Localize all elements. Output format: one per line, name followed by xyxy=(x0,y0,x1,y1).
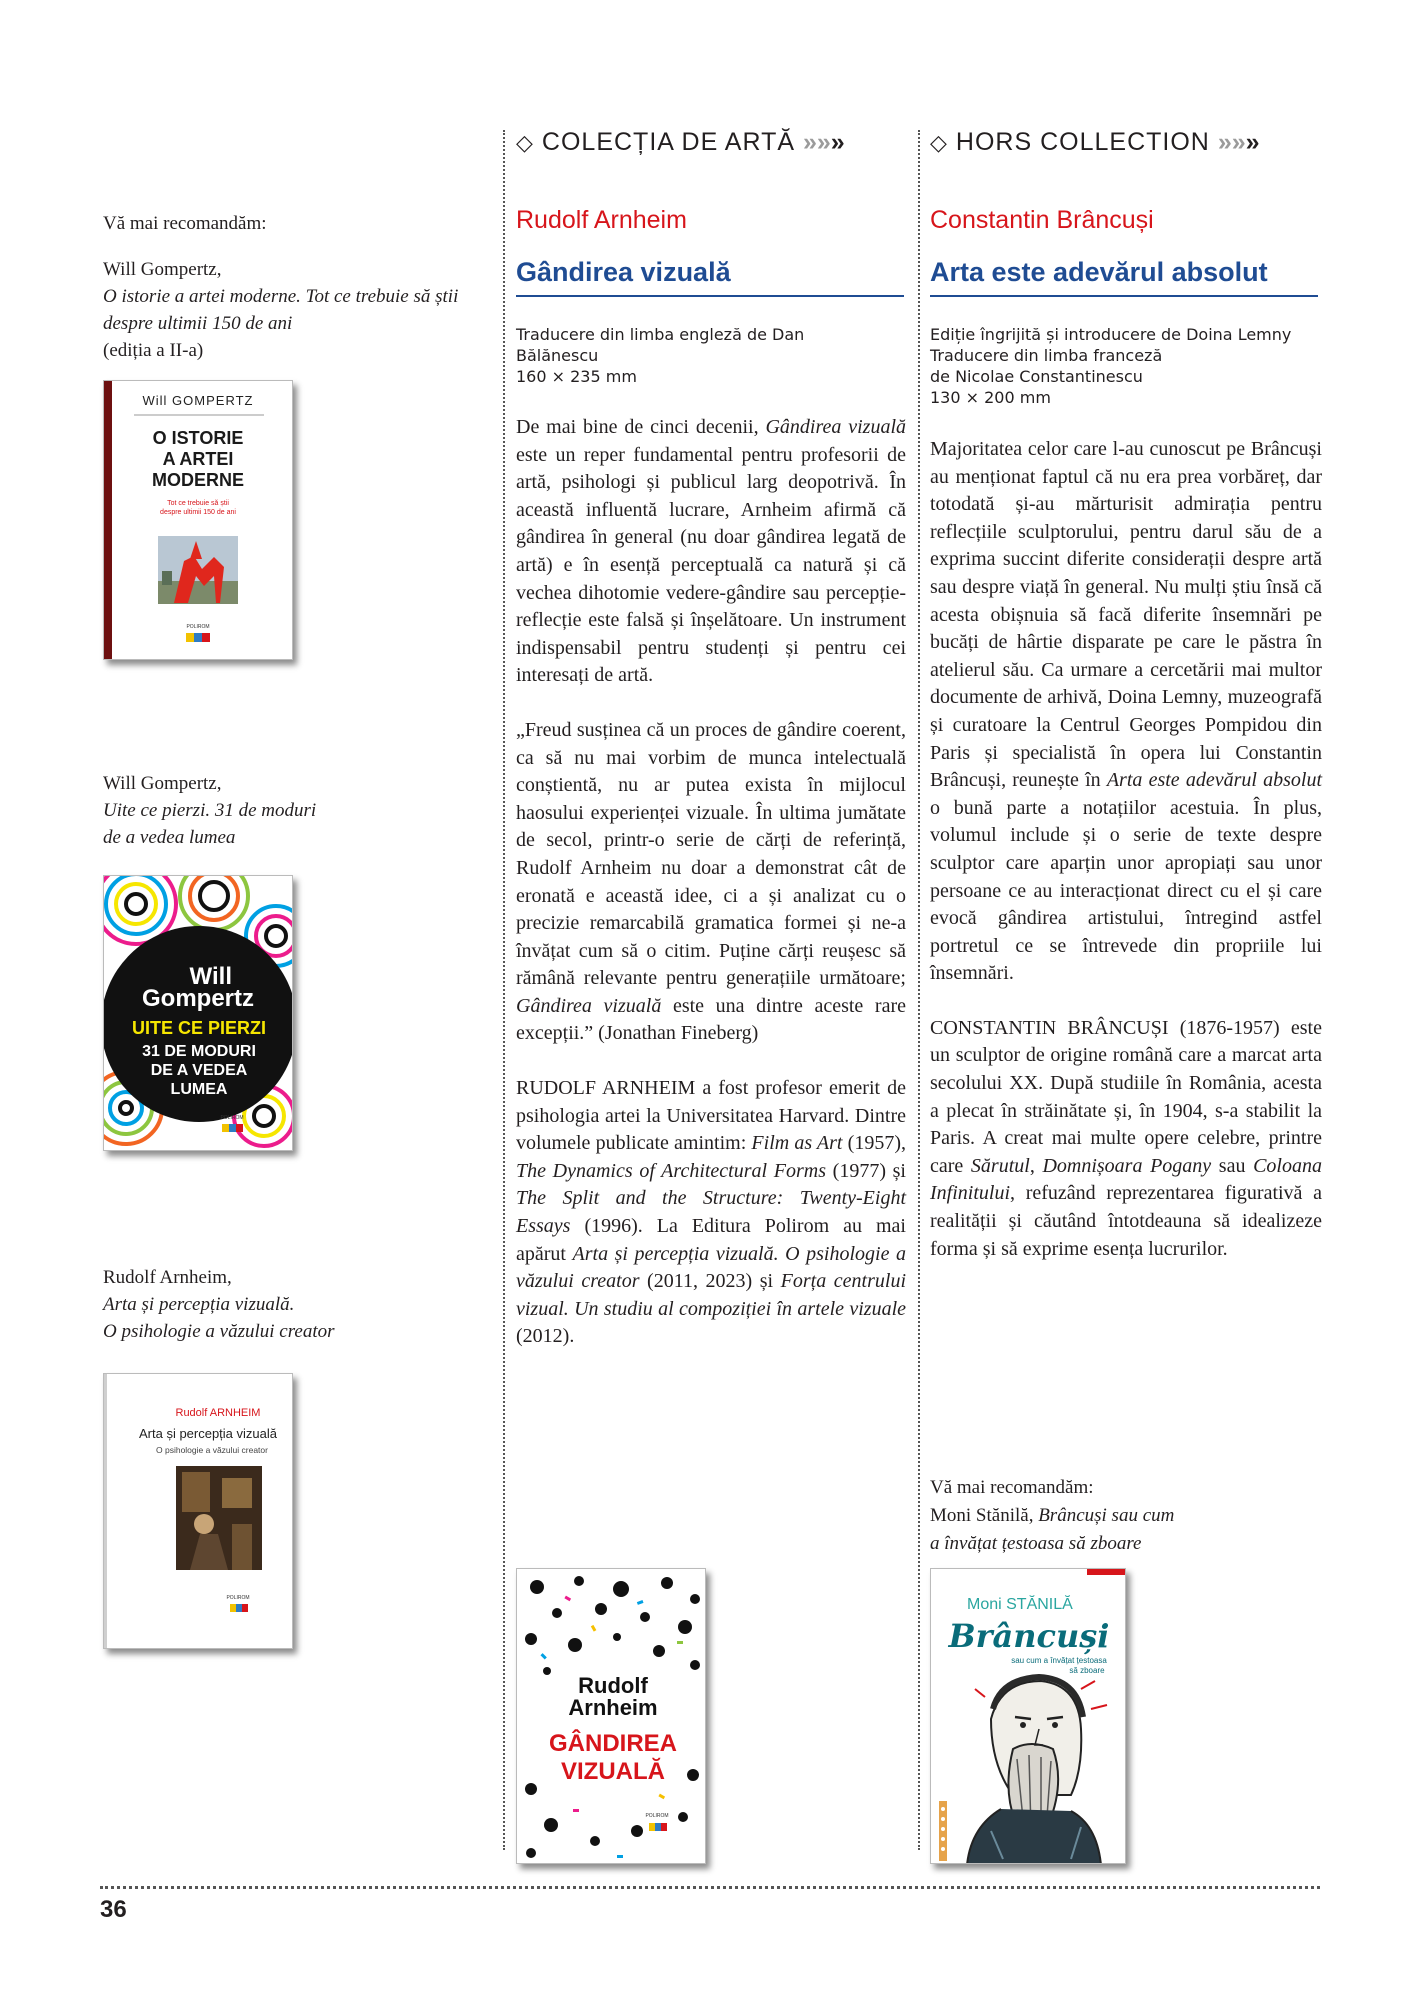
cover1-title-line1: O ISTORIE xyxy=(152,428,244,448)
cover1-publisher-logo xyxy=(186,633,210,642)
translator-line2: Bălănescu xyxy=(516,346,599,365)
cover-author-line2: Arnheim xyxy=(568,1695,658,1720)
recommend-label: Vă mai recomandăm: xyxy=(930,1477,1094,1498)
rec-book2-title-line1: Uite ce pierzi. 31 de moduri xyxy=(103,800,317,821)
cover2-subtitle-line1: 31 DE MODURI xyxy=(142,1043,256,1060)
rec-book2-title-line2: de a vedea lumea xyxy=(103,827,236,848)
cover1-author: Will GOMPERTZ xyxy=(142,393,254,408)
editor-line: Ediție îngrijită și introducere de Doina Lemny xyxy=(930,325,1292,344)
cover3-publisher: POLIROM xyxy=(226,1595,250,1601)
author-bio-paragraph: RUDOLF ARNHEIM a fost profesor emerit de psihologia artei la Universitatea Harvard. Dintre volumele publicate amintim: Film as Art (1957), The Dynamics of Architectural Forms (1977) și The Split and the Structure: Twenty-Eight Essays (1996). La Editura Polirom au mai apărut Arta și percepția vizuală. O psihologie a văzului creator (2011, 2023) și Forța centrului vizual. Un studiu al compoziției în artele vizuale (2012). xyxy=(516,1077,907,1348)
cover1-subtitle-line2: despre ultimii 150 de ani xyxy=(160,509,236,516)
title-underline xyxy=(930,295,1318,297)
cover-subtitle-line2: să zboare xyxy=(1069,1666,1105,1675)
rec-block xyxy=(930,1474,1322,1558)
cover2-author-line2: Gompertz xyxy=(141,985,254,1012)
rec-book1-author: Will Gompertz, xyxy=(103,259,222,280)
dimensions: 130 × 200 mm xyxy=(930,388,1051,407)
cover3-painting xyxy=(176,1466,262,1570)
cover1-publisher: POLIROM xyxy=(186,624,210,630)
cover-publisher-logo xyxy=(649,1823,667,1831)
cover-arta-si-perceptia-vizuala[interactable] xyxy=(103,1373,293,1649)
cover-gandirea-vizuala[interactable] xyxy=(516,1568,706,1864)
translator-line1: Traducere din limba franceză xyxy=(930,346,1163,365)
rec-book3-title-line1: Arta și percepția vizuală. xyxy=(103,1294,295,1315)
cover-brancusi-testoasa[interactable] xyxy=(930,1568,1126,1864)
cover2-author-line1: Will xyxy=(189,963,232,990)
cover-spine-ornament xyxy=(939,1801,947,1861)
description-paragraph: Majoritatea celor care l-au cunoscut pe Brâncuși au menționat faptul că nu era prea vorbăreț, dar totodată și-au mărturisit admirația pentru reflecțiile sculptorului, pentru darul său de a exprima succint diferite considerații despre artă sau despre viață în general. Nu mulți știu însă că acesta obișnuia să facă diferite însemnări pe bucăți de hârtie disparate pe care le păstra în atelierul său. Ca urmare a cercetării mai multor documente de arhivă, Doina Lemny, muzeografă și curatoare la Centrul Georges Pompidou din Paris și specialistă în opera lui Constantin Brâncuși, reunește în Arta este adevărul absolut o bună parte a notațiilor acestuia. În plus, volumul include și o serie de texte despre sculptor care aparțin unor apropiați sau unor persoane ce au interacționat direct cu el și care evocă gândirea artistului, întregind astfel portretul ce se întrevede din propriile lui însemnări. xyxy=(930,438,1323,985)
cover-publisher: POLIROM xyxy=(645,1813,669,1819)
spine-edge xyxy=(104,381,112,660)
book-description xyxy=(930,436,1322,1290)
cover-istorie-artei-moderne[interactable] xyxy=(103,380,293,660)
recommend-label: Vă mai recomandăm: xyxy=(103,213,267,234)
book-meta xyxy=(516,324,906,387)
rec-book3-title-line2: O psihologie a văzului creator xyxy=(103,1321,335,1342)
cover2-subtitle-line3: LUMEA xyxy=(170,1081,228,1098)
book-author: Constantin Brâncuși xyxy=(930,206,1154,234)
rec-book2-text xyxy=(103,770,493,851)
cover3-subtitle: O psihologie a văzului creator xyxy=(156,1445,268,1455)
book-title: Gândirea vizuală xyxy=(516,257,731,287)
cover-subtitle-line1: sau cum a învățat țestoasa xyxy=(1011,1656,1107,1665)
cover2-publisher-logo xyxy=(222,1124,243,1132)
cover-author-line1: Rudolf xyxy=(578,1673,648,1698)
section-label: HORS COLLECTION xyxy=(955,128,1210,156)
diamond-icon: ◇ xyxy=(930,130,948,155)
cover3-author: Rudolf ARNHEIM xyxy=(175,1407,261,1419)
cover-title: Brâncuși xyxy=(948,1617,1110,1655)
cover1-subtitle-line1: Tot ce trebuie să știi xyxy=(167,500,229,507)
cover-title-line2: VIZUALĂ xyxy=(561,1758,665,1785)
description-paragraph: De mai bine de cinci decenii, Gândirea vizuală este un reper fundamental pentru profesorii de artă, psihologi și publicul larg deopotrivă. În această influentă lucrare, Arnheim afirmă că gândirea în general (nu doar gândirea legată de artă) e în esență perceptuală ca natură și că vechea dihotomie vedere-gândire sau percepție-reflecție este falsă și înșelătoare. Un instrument indispensabil pentru studenți și pentru cei interesați de artă. xyxy=(516,416,906,687)
dimensions: 160 × 235 mm xyxy=(516,367,637,386)
rec-title-line2: a învățat țestoasa să zboare xyxy=(930,1533,1142,1554)
book-author: Rudolf Arnheim xyxy=(516,206,687,234)
translator-line1: Traducere din limba engleză de Dan xyxy=(516,325,805,344)
rec-book3-author: Rudolf Arnheim, xyxy=(103,1267,232,1288)
section-heading-hors xyxy=(930,128,1260,157)
book-title: Arta este adevărul absolut xyxy=(930,257,1268,287)
book-description xyxy=(516,414,906,1378)
cover2-subtitle-line2: DE A VEDEA xyxy=(150,1062,248,1079)
rec-author: Moni Stănilă, xyxy=(930,1505,1039,1526)
rec-book3-text xyxy=(103,1264,493,1345)
page-number: 36 xyxy=(100,1896,127,1923)
cover1-title-line2: A ARTEI xyxy=(162,449,234,469)
quote-paragraph: „Freud susținea că un proces de gândire coerent, ca să nu mai vorbim de munca intelectuală conștientă, nu ar putea exista în mijlocul haosului experienței vizuale. În ultima jumătate de secol, printr-o serie de cărți de referință, Rudolf Arnheim nu doar a demonstrat cât de eronată e această idee, ci a și analizat cu o precizie remarcabilă gramatica formei și ne-a învățat cum să o citim. Puține cărți reușesc să rămână relevante pentru generațiile următoare; Gândirea vizuală este una dintre aceste rare excepții.” (Jonathan Fineberg) xyxy=(516,718,906,1045)
cover-author: Moni STĂNILĂ xyxy=(967,1596,1073,1613)
author-bio-paragraph: CONSTANTIN BRÂNCUȘI (1876-1957) este un sculptor de origine română care a marcat arta secolului XX. După studiile în România, acesta a plecat în străinătate și, în 1904, s-a stabilit la Paris. A creat mai multe opere celebre, printre care Sărutul, Domnișoara Pogany sau Coloana Infinitului, refuzând reprezentarea figurativă a realității și căutând întotdeauna să idealizeze forma și să exprime esența lucrurilor. xyxy=(930,1016,1322,1260)
diamond-icon: ◇ xyxy=(516,130,534,155)
cover3-title: Arta și percepția vizuală xyxy=(138,1426,278,1441)
section-label: COLECȚIA DE ARTĂ xyxy=(541,128,796,156)
cover-publisher: POLIROM xyxy=(1088,1579,1110,1584)
title-underline xyxy=(516,295,904,297)
rec-title-line1: Brâncuși sau cum xyxy=(1038,1505,1175,1526)
column-separator-right xyxy=(918,130,920,1850)
cover2-title: UITE CE PIERZI xyxy=(131,1018,267,1038)
cover1-title-line3: MODERNE xyxy=(151,470,245,490)
cover-title-line1: GÂNDIREA xyxy=(548,1730,678,1757)
translator-line2: de Nicolae Constantinescu xyxy=(930,367,1143,386)
cover3-publisher-logo xyxy=(230,1604,248,1612)
section-heading-colectia xyxy=(516,128,845,157)
cover-uite-ce-pierzi[interactable] xyxy=(103,875,293,1151)
rec-book1-text xyxy=(103,256,493,364)
cover1-photo xyxy=(158,536,238,604)
rec-book2-author: Will Gompertz, xyxy=(103,773,222,794)
book-meta xyxy=(930,324,1322,408)
rec-book1-title: O istorie a artei moderne. Tot ce trebuie să știi despre ultimii 150 de ani xyxy=(103,286,459,334)
rec-book1-edition: (ediția a II-a) xyxy=(103,340,204,361)
column-separator-left xyxy=(503,130,505,1850)
double-chevron-icon: »»» xyxy=(802,128,845,156)
footer-rule xyxy=(100,1886,1320,1889)
double-chevron-icon: »»» xyxy=(1217,128,1260,156)
cover2-publisher: POLIROM xyxy=(220,1115,244,1121)
